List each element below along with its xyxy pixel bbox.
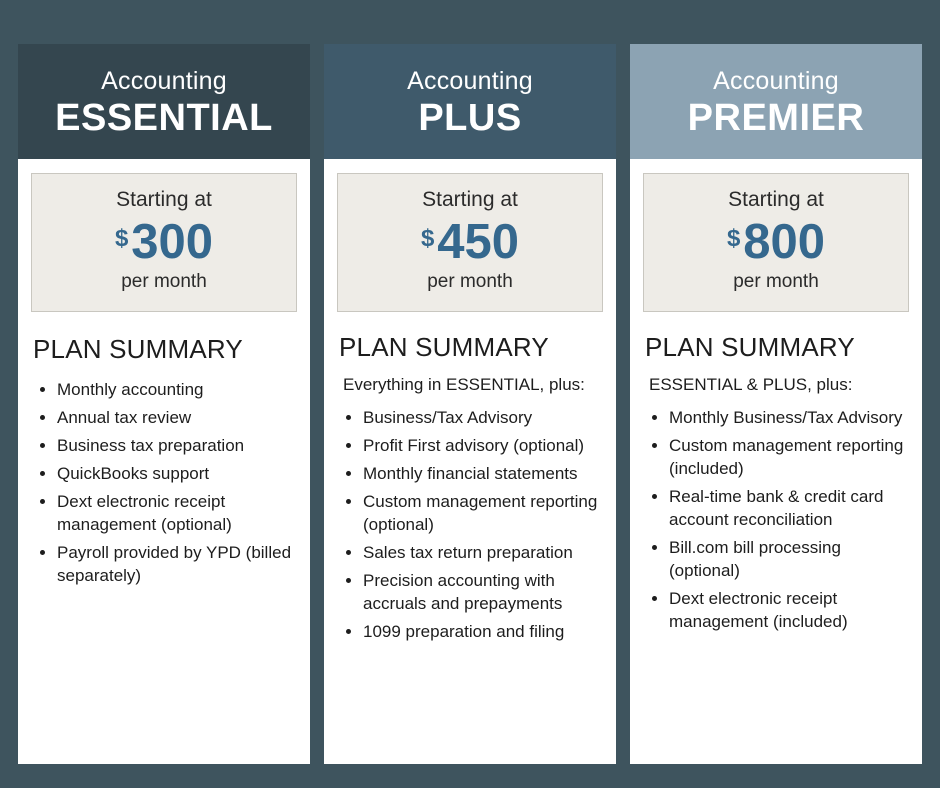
price-row (654, 215, 898, 269)
list-item: • Profit First advisory (optional) (363, 435, 603, 458)
list-item: • Real-time bank & credit card account reconciliation (669, 486, 909, 532)
currency-symbol: $ (114, 225, 129, 252)
price-amount: 300 (131, 215, 214, 269)
list-item: • Custom management reporting (optional) (363, 491, 603, 537)
price-row (42, 215, 286, 269)
plan-card-premier (630, 44, 922, 764)
price-amount: 800 (743, 215, 826, 269)
currency-symbol: $ (726, 225, 741, 252)
plan-intro-text: Everything in ESSENTIAL, plus: (343, 375, 585, 394)
feature-list (31, 379, 297, 593)
price-box (643, 173, 909, 312)
list-item: • Sales tax return preparation (363, 542, 603, 565)
plan-body-essential (18, 159, 310, 764)
list-item: • Payroll provided by YPD (billed separately) (57, 542, 297, 588)
plan-intro-text: ESSENTIAL & PLUS, plus: (649, 375, 853, 394)
list-item: • QuickBooks support (57, 463, 297, 486)
list-item: • Dext electronic receipt management (optional) (57, 491, 297, 537)
plan-card-plus (324, 44, 616, 764)
list-item: • Monthly Business/Tax Advisory (669, 407, 909, 430)
feature-list (337, 407, 603, 648)
plan-name: ESSENTIAL (55, 97, 273, 140)
starting-label: Starting at (116, 188, 212, 211)
feature-list (643, 407, 909, 638)
price-box (31, 173, 297, 312)
list-item: • Bill.com bill processing (optional) (669, 537, 909, 583)
plan-kicker: Accounting (407, 66, 533, 95)
list-item: • Business tax preparation (57, 435, 297, 458)
plan-card-essential (18, 44, 310, 764)
list-item: • Monthly accounting (57, 379, 297, 402)
per-period-label: per month (427, 271, 513, 292)
list-item: • Monthly financial statements (363, 463, 603, 486)
starting-label: Starting at (728, 188, 824, 211)
per-period-label: per month (733, 271, 819, 292)
plan-kicker: Accounting (713, 66, 839, 95)
price-amount: 450 (437, 215, 520, 269)
plan-header-essential (18, 44, 310, 159)
plan-header-premier (630, 44, 922, 159)
plan-body-premier (630, 159, 922, 764)
per-period-label: per month (121, 271, 207, 292)
plan-summary-title: PLAN SUMMARY (33, 334, 243, 364)
plan-header-plus (324, 44, 616, 159)
list-item: • Annual tax review (57, 407, 297, 430)
plan-summary-title: PLAN SUMMARY (645, 332, 855, 362)
plan-name: PLUS (418, 97, 522, 140)
plan-body-plus (324, 159, 616, 764)
starting-label: Starting at (422, 188, 518, 211)
currency-symbol: $ (420, 225, 435, 252)
list-item: • Precision accounting with accruals and prepayments (363, 570, 603, 616)
list-item: • Business/Tax Advisory (363, 407, 603, 430)
list-item: • Dext electronic receipt management (included) (669, 588, 909, 634)
list-item: • Custom management reporting (included) (669, 435, 909, 481)
plan-name: PREMIER (687, 97, 865, 140)
plan-kicker: Accounting (101, 66, 227, 95)
price-row (348, 215, 592, 269)
list-item: • 1099 preparation and filing (363, 621, 603, 644)
price-box (337, 173, 603, 312)
plan-summary-title: PLAN SUMMARY (339, 332, 549, 362)
